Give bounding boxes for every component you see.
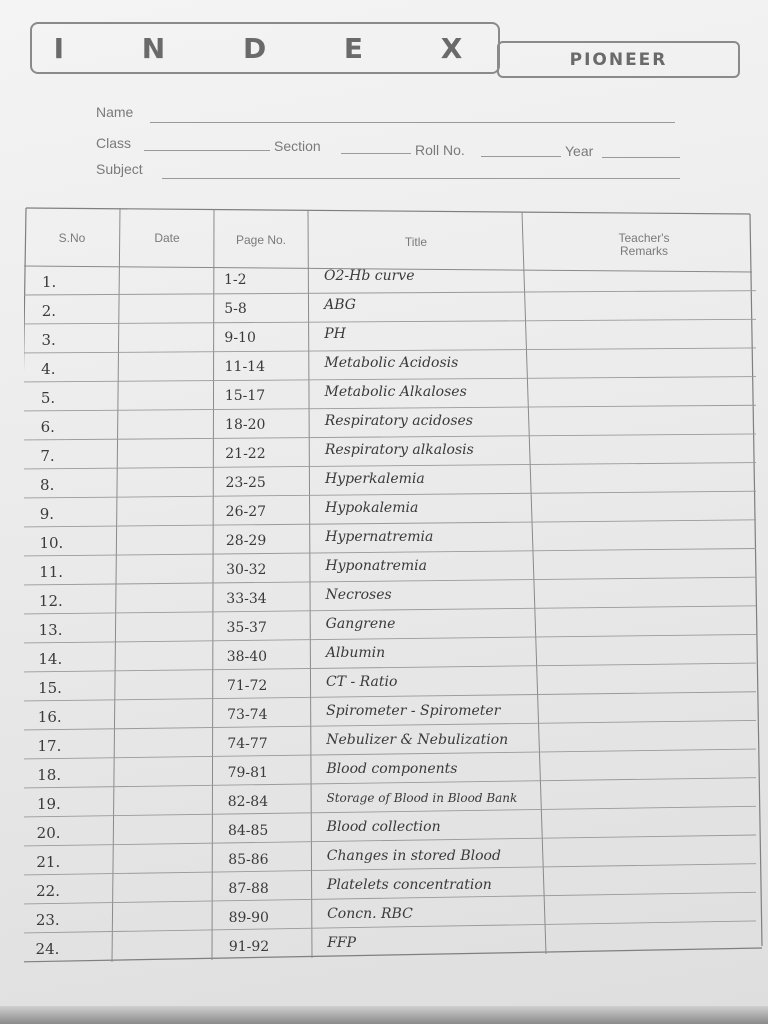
index-title-box <box>30 22 500 74</box>
row-sno: 16. <box>37 707 62 726</box>
grid-line <box>24 348 756 353</box>
row-sno: 24. <box>35 939 60 958</box>
row-title: Nebulizer & Nebulization <box>326 731 509 748</box>
section-line <box>341 153 411 154</box>
row-sno: 7. <box>40 446 55 465</box>
name-line <box>150 122 675 123</box>
row-sno: 15. <box>38 678 62 697</box>
row-sno: 22. <box>36 881 60 900</box>
row-page-no: 26-27 <box>225 503 267 520</box>
row-title: Metabolic Alkaloses <box>324 383 467 400</box>
row-title: Blood collection <box>326 818 441 835</box>
grid-line <box>24 377 756 382</box>
row-sno: 1. <box>42 272 57 291</box>
row-title: Gangrene <box>325 615 396 632</box>
row-sno: 21. <box>36 852 61 871</box>
grid-line <box>24 291 756 295</box>
row-page-no: 73-74 <box>227 706 268 723</box>
row-page-no: 9-10 <box>224 329 256 346</box>
row-page-no: 15-17 <box>224 387 266 404</box>
row-page-no: 33-34 <box>226 590 267 607</box>
row-sno: 19. <box>36 794 61 813</box>
row-page-no: 21-22 <box>225 445 266 462</box>
col-header-date: Date <box>154 231 180 245</box>
subject-line <box>162 178 680 179</box>
brand-logo: PIONEER <box>569 49 668 70</box>
row-sno: 17. <box>37 736 62 755</box>
subject-label: Subject <box>96 161 143 177</box>
row-page-no: 79-81 <box>227 764 268 781</box>
name-label: Name <box>96 104 134 120</box>
row-title: Changes in stored Blood <box>326 847 501 864</box>
row-sno: 5. <box>40 388 56 407</box>
section-label: Section <box>274 138 321 154</box>
grid-line <box>24 549 756 557</box>
row-title: Metabolic Acidosis <box>324 354 459 371</box>
row-sno: 8. <box>40 475 55 494</box>
year-label: Year <box>565 143 594 159</box>
row-page-no: 30-32 <box>226 561 267 578</box>
row-page-no: 38-40 <box>226 648 268 665</box>
row-title: Respiratory alkalosis <box>324 441 474 458</box>
row-sno: 6. <box>40 417 55 436</box>
col-header-remarks: Teacher's Remarks <box>618 231 670 258</box>
grid-line <box>24 692 756 701</box>
row-title: Platelets concentration <box>326 876 492 893</box>
grid-line <box>24 577 756 585</box>
row-sno: 23. <box>35 910 60 929</box>
row-title: Hyperkalemia <box>324 470 425 487</box>
row-page-no: 89-90 <box>228 909 269 926</box>
page-bottom-edge <box>0 1006 768 1024</box>
row-sno: 10. <box>39 533 64 552</box>
row-title: Concn. RBC <box>327 905 413 922</box>
row-title: Blood components <box>326 760 458 777</box>
index-title: I N D E X <box>53 31 497 65</box>
row-title: Hypernatremia <box>325 528 434 545</box>
row-page-no: 11-14 <box>224 358 265 375</box>
col-header-sno: S.No <box>58 231 86 245</box>
grid-line <box>24 405 756 411</box>
row-sno: 11. <box>39 562 64 581</box>
grid-line <box>24 634 756 643</box>
row-page-no: 82-84 <box>227 793 269 810</box>
row-page-no: 5-8 <box>224 300 247 317</box>
row-sno: 12. <box>38 591 63 610</box>
index-table <box>24 206 764 966</box>
grid-line <box>24 434 756 440</box>
row-sno: 13. <box>38 620 63 639</box>
row-page-no: 74-77 <box>227 735 268 752</box>
grid-line <box>24 663 756 672</box>
grid-line <box>24 892 756 904</box>
row-title: Spirometer - Spirometer <box>326 702 501 719</box>
grid-line <box>24 948 762 962</box>
class-line <box>144 150 270 151</box>
col-header-title: Title <box>404 235 428 249</box>
grid-line <box>24 606 756 614</box>
brand-logo-box <box>497 41 740 78</box>
grid-line <box>750 214 762 946</box>
row-title: Respiratory acidoses <box>324 412 473 429</box>
row-sno: 2. <box>41 301 57 320</box>
row-title: ABG <box>324 296 356 313</box>
grid-line <box>24 463 756 469</box>
row-sno: 20. <box>36 823 61 842</box>
row-title: Albumin <box>325 644 386 661</box>
row-page-no: 71-72 <box>226 677 268 694</box>
row-page-no: 1-2 <box>224 271 247 288</box>
grid-line <box>24 720 756 730</box>
grid-line <box>26 208 750 214</box>
row-page-no: 28-29 <box>225 532 267 549</box>
row-title: CT - Ratio <box>325 673 398 690</box>
roll-no-label: Roll No. <box>415 142 465 158</box>
row-title: Necroses <box>325 586 392 603</box>
row-page-no: 87-88 <box>228 880 269 897</box>
grid-line <box>24 319 756 324</box>
row-sno: 4. <box>41 359 56 378</box>
grid-line <box>24 864 756 875</box>
grid-line <box>522 212 546 954</box>
grid-line <box>24 806 756 817</box>
grid-line <box>212 209 214 960</box>
row-title: Storage of Blood in Blood Bank <box>326 790 518 805</box>
row-page-no: 23-25 <box>225 474 266 491</box>
class-label: Class <box>96 135 132 151</box>
grid-line <box>112 208 120 962</box>
year-line <box>602 157 680 158</box>
col-header-page: Page No. <box>235 233 287 247</box>
grid-line <box>24 835 756 846</box>
row-sno: 14. <box>38 649 63 668</box>
row-sno: 3. <box>41 330 56 349</box>
row-page-no: 18-20 <box>225 416 266 433</box>
row-page-no: 35-37 <box>226 619 267 636</box>
row-page-no: 85-86 <box>228 851 269 868</box>
row-title: O2-Hb curve <box>324 267 415 284</box>
grid-line <box>24 749 756 759</box>
roll-no-line <box>481 156 561 157</box>
row-title: PH <box>324 325 346 342</box>
grid-line <box>24 491 756 498</box>
row-sno: 18. <box>37 765 62 784</box>
grid-line <box>24 778 756 788</box>
row-sno: 9. <box>39 504 55 523</box>
row-title: Hypokalemia <box>325 499 419 516</box>
row-title: FFP <box>327 934 357 951</box>
row-page-no: 84-85 <box>227 822 269 839</box>
grid-line <box>24 921 756 933</box>
row-title: Hyponatremia <box>325 557 427 574</box>
grid-line <box>24 520 756 527</box>
row-page-no: 91-92 <box>228 938 270 955</box>
